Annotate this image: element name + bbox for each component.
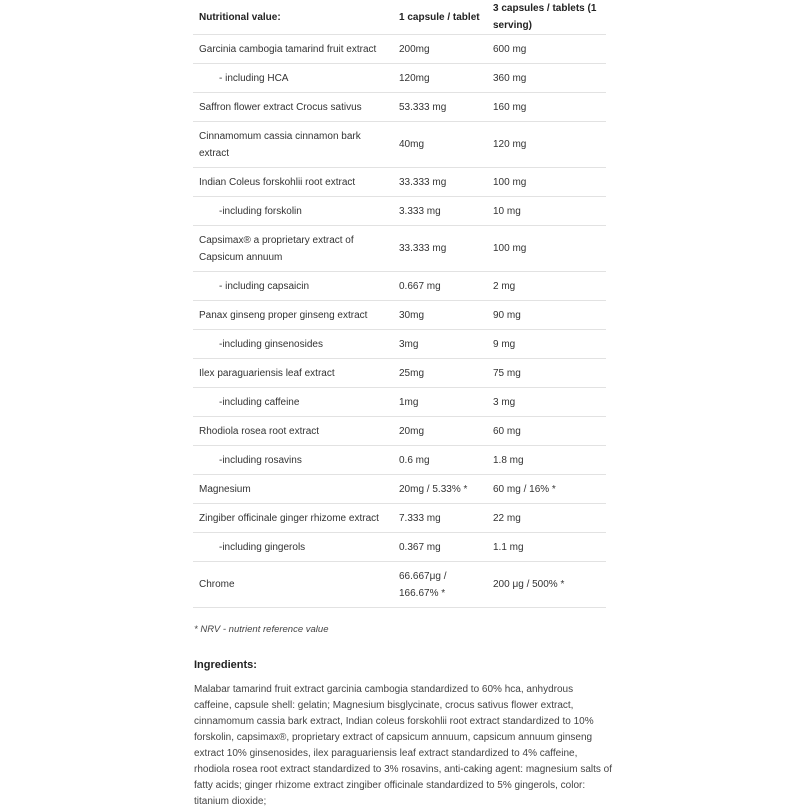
nutrient-name: -including gingerols <box>193 533 393 562</box>
table-row <box>193 301 606 330</box>
per-serving-value: 22 mg <box>487 504 606 533</box>
nrv-footnote: * NRV - nutrient reference value <box>194 624 329 635</box>
nutrient-name: Capsimax® a proprietary extract of Capsicum annuum <box>193 226 393 272</box>
per-capsule-value: 1mg <box>393 388 487 417</box>
table-row <box>193 446 606 475</box>
per-capsule-value: 7.333 mg <box>393 504 487 533</box>
per-serving-value: 360 mg <box>487 64 606 93</box>
per-serving-value: 100 mg <box>487 168 606 197</box>
nutrient-name: - including capsaicin <box>193 272 393 301</box>
nutrient-name: Cinnamomum cassia cinnamon bark extract <box>193 122 393 168</box>
nutrient-name: Saffron flower extract Crocus sativus <box>193 93 393 122</box>
table-row <box>193 272 606 301</box>
header-per-serving: 3 capsules / tablets (1 serving) <box>487 0 606 35</box>
table-row <box>193 330 606 359</box>
nutrient-name: Magnesium <box>193 475 393 504</box>
per-capsule-value: 3mg <box>393 330 487 359</box>
nutrient-name: Rhodiola rosea root extract <box>193 417 393 446</box>
per-capsule-value: 3.333 mg <box>393 197 487 226</box>
nutrient-name: Ilex paraguariensis leaf extract <box>193 359 393 388</box>
per-serving-value: 160 mg <box>487 93 606 122</box>
per-capsule-value: 0.367 mg <box>393 533 487 562</box>
nutrient-name: Chrome <box>193 562 393 608</box>
per-capsule-value: 30mg <box>393 301 487 330</box>
per-serving-value: 1.8 mg <box>487 446 606 475</box>
nutrient-name: Garcinia cambogia tamarind fruit extract <box>193 35 393 64</box>
nutrient-name: - including HCA <box>193 64 393 93</box>
table-row <box>193 475 606 504</box>
per-capsule-value: 120mg <box>393 64 487 93</box>
ingredients-title: Ingredients: <box>194 659 257 671</box>
table-header-row <box>193 0 606 35</box>
table-row <box>193 35 606 64</box>
table-row <box>193 93 606 122</box>
per-capsule-value: 0.667 mg <box>393 272 487 301</box>
per-serving-value: 10 mg <box>487 197 606 226</box>
nutrient-name: -including ginsenosides <box>193 330 393 359</box>
table-row <box>193 417 606 446</box>
per-serving-value: 3 mg <box>487 388 606 417</box>
per-capsule-value: 40mg <box>393 122 487 168</box>
ingredients-text: Malabar tamarind fruit extract garcinia cambogia standardized to 60% hca, anhydrous caffeine, capsule shell: gelatin; Magnesium bisglycinate, crocus sativus flower extract, cinnamomum cassia bark extract, Indian coleus forskohlii root extract standardized to 10% forskolin, capsimax®, proprietary extract of capsicum annuum, capsicum annuum ginseng extract 10% ginsenosides, ilex paraguariensis leaf extract standardized to 4% caffeine, rhodiola rosea root extract standardized to 3% rosavins, anti-caking agent: magnesium salts of fatty acids; ginger rhizome extract zingiber officinale standardized to 5% gingerols, color: titanium dioxide; <box>194 684 612 807</box>
per-capsule-value: 33.333 mg <box>393 226 487 272</box>
per-capsule-value: 25mg <box>393 359 487 388</box>
per-serving-value: 75 mg <box>487 359 606 388</box>
nutrient-name: Panax ginseng proper ginseng extract <box>193 301 393 330</box>
per-capsule-value: 20mg / 5.33% * <box>393 475 487 504</box>
nutrient-name: -including caffeine <box>193 388 393 417</box>
table-row <box>193 197 606 226</box>
table-row <box>193 226 606 272</box>
per-serving-value: 600 mg <box>487 35 606 64</box>
per-serving-value: 60 mg / 16% * <box>487 475 606 504</box>
table-row <box>193 504 606 533</box>
table-row <box>193 359 606 388</box>
per-capsule-value: 20mg <box>393 417 487 446</box>
per-capsule-value: 33.333 mg <box>393 168 487 197</box>
table-row <box>193 533 606 562</box>
nutrition-table-body <box>193 35 606 608</box>
nutrient-name: Indian Coleus forskohlii root extract <box>193 168 393 197</box>
per-serving-value: 1.1 mg <box>487 533 606 562</box>
per-serving-value: 100 mg <box>487 226 606 272</box>
per-capsule-value: 200mg <box>393 35 487 64</box>
header-nutritional-value: Nutritional value: <box>193 0 393 35</box>
table-row <box>193 168 606 197</box>
nutrient-name: -including forskolin <box>193 197 393 226</box>
table-row <box>193 388 606 417</box>
per-capsule-value: 66.667μg / 166.67% * <box>393 562 487 608</box>
header-per-capsule: 1 capsule / tablet <box>393 0 487 35</box>
per-serving-value: 90 mg <box>487 301 606 330</box>
table-row <box>193 122 606 168</box>
per-serving-value: 9 mg <box>487 330 606 359</box>
nutrition-table-container <box>193 0 606 608</box>
table-row <box>193 562 606 608</box>
nutrient-name: Zingiber officinale ginger rhizome extract <box>193 504 393 533</box>
per-serving-value: 60 mg <box>487 417 606 446</box>
nutrient-name: -including rosavins <box>193 446 393 475</box>
per-capsule-value: 53.333 mg <box>393 93 487 122</box>
per-serving-value: 200 μg / 500% * <box>487 562 606 608</box>
per-serving-value: 120 mg <box>487 122 606 168</box>
per-serving-value: 2 mg <box>487 272 606 301</box>
per-capsule-value: 0.6 mg <box>393 446 487 475</box>
nutrition-table <box>193 0 606 608</box>
table-row <box>193 64 606 93</box>
